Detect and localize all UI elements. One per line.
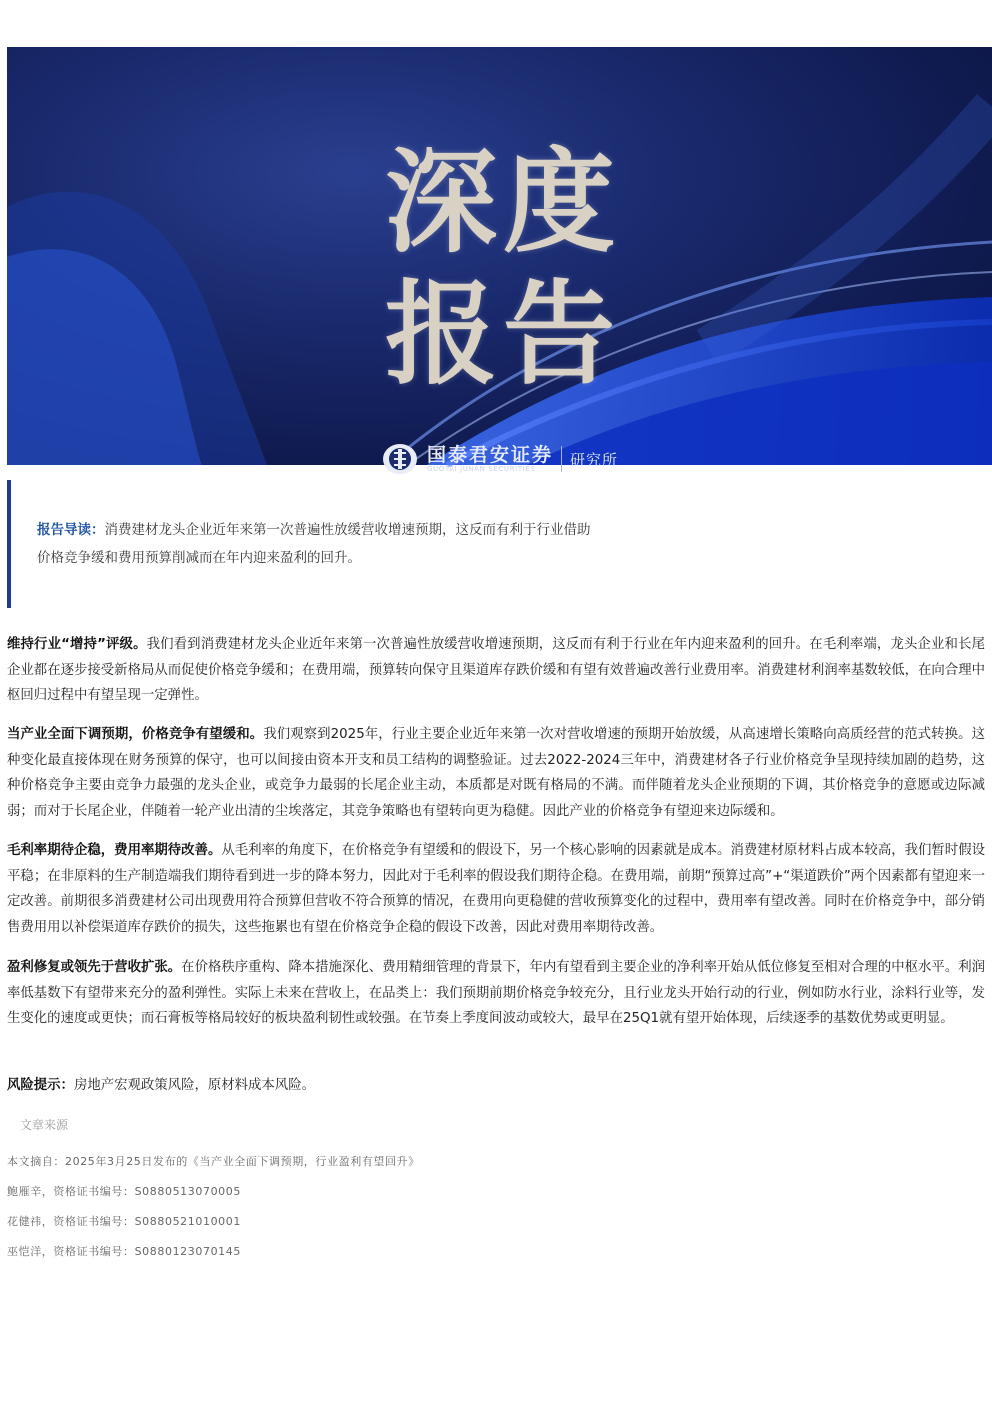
analyst-credential: 花健祎，资格证书编号：S0880521010001: [7, 1215, 241, 1228]
banner-title-char: 告: [503, 269, 615, 400]
analyst-credential: 鲍雁辛，资格证书编号：S0880513070005: [7, 1185, 241, 1198]
brand-department: 研究所: [570, 450, 619, 469]
paragraph-text: 在价格秩序重构、降本措施深化、费用精细管理的背景下，年内有望看到主要企业的净利率开始从低位修复至相对合理的中枢水平。利润率低基数下有望带来充分的盈利弹性。实际上未来在营收上，在品类上：我们预期前期价格竞争较充分，且行业龙头开始行动的行业，例如防水行业，涂料行业等，发生变化的速度或更快；而石膏板等格局较好的板块盈利韧性或较强。在节奏上季度间波动或较大，最早在25Q1就有望开始体现，后续逐季的基数优势或更明显。: [7, 960, 986, 1026]
banner-title-char: 度: [503, 137, 615, 268]
paragraph-heading: 风险提示：: [7, 1078, 74, 1093]
paragraph-text: 我们观察到2025年，行业主要企业近年来第一次对营收增速的预期开始放缓，从高速增长策略向高质经营的范式转换。这种变化最直接体现在财务预算的保守，也可以间接由资本开支和员工结构的调整验证。过去2022-2024三年中，消费建材各子行业价格竞争呈现持续加剧的趋势，这种价格竞争主要由竞争力最强的龙头企业，或竞争力最弱的长尾企业主动，本质都是对既有格局的不满。而伴随着龙头企业预期的下调，其价格竞争的意愿或边际减弱；而对于长尾企业，伴随着一轮产业出清的尘埃落定，其竞争策略也有望转向更为稳健。因此产业的价格竞争有望迎来边际缓和。: [7, 727, 986, 819]
logo-divider: [561, 446, 562, 472]
brand-name-cn: 国泰君安证券: [427, 443, 554, 466]
brand-logo: [381, 439, 618, 479]
banner-title-char: 报: [385, 269, 497, 400]
paragraph-text: 房地产宏观政策风险，原材料成本风险。: [73, 1078, 315, 1093]
banner-wave-graphic: [7, 47, 992, 465]
paragraph-profit-recovery: [7, 955, 985, 1032]
paragraph-text: 从毛利率的角度下，在价格竞争有望缓和的假设下，另一个核心影响的因素就是成本。消费建材原材料占成本较高，我们暂时假设平稳；在非原料的生产制造端我们期待看到进一步的降本努力，因此对于毛利率的假设我们期待企稳。在费用端，前期“预算过高”+“渠道跌价”两个因素都有望迎来一定改善。前期很多消费建材公司出现费用符合预算但营收不符合预算的情况，在费用向更稳健的营收预算变化的过程中，费用率有望改善。同时在价格竞争中，部分销售费用用以补偿渠道库存跌价的损失，这些拖累也有望在价格竞争企稳的假设下改善，因此对费用率期待改善。: [7, 843, 985, 935]
paragraph-heading: 维持行业“增持”评级。: [7, 637, 147, 652]
report-guide-box: [7, 480, 992, 608]
brand-logo-icon: [381, 442, 419, 476]
paragraph-rating: [7, 632, 985, 709]
source-tag: 文章来源: [20, 1118, 69, 1132]
paragraph-risk: [7, 1073, 985, 1099]
source-excerpt: 本文摘自：2025年3月25日发布的《当产业全面下调预期，行业盈利有望回升》: [7, 1155, 420, 1168]
guide-text-1: 消费建材龙头企业近年来第一次普遍性放缓营收增速预期，这反而有利于行业借助: [104, 522, 591, 538]
report-banner: [7, 47, 992, 473]
guide-line-1: [37, 516, 677, 544]
brand-name-en: GUOTAI JUNAN SECURITIES: [427, 464, 536, 473]
paragraph-margin: [7, 838, 985, 940]
banner-title-char: 深: [385, 137, 497, 268]
paragraph-price-competition: [7, 722, 985, 824]
guide-line-2: 价格竞争缓和费用预算削减而在年内迎来盈利的回升。: [37, 550, 361, 566]
paragraph-heading: 当产业全面下调预期，价格竞争有望缓和。: [7, 727, 264, 742]
guide-lead-label: 报告导读：: [37, 522, 105, 538]
paragraph-heading: 毛利率期待企稳，费用率期待改善。: [7, 843, 222, 858]
paragraph-heading: 盈利修复或领先于营收扩张。: [7, 960, 182, 975]
paragraph-text: 我们看到消费建材龙头企业近年来第一次普遍性放缓营收增速预期，这反而有利于行业在年内迎来盈利的回升。在毛利率端，龙头企业和长尾企业都在逐步接受新格局从而促使价格竞争缓和；在费用端，预算转向保守且渠道库存跌价缓和有望有效普遍改善行业费用率。消费建材利润率基数较低，在向合理中枢回归过程中有望呈现一定弹性。: [7, 637, 985, 703]
analyst-credential: 巫恺洋，资格证书编号：S0880123070145: [7, 1245, 241, 1258]
